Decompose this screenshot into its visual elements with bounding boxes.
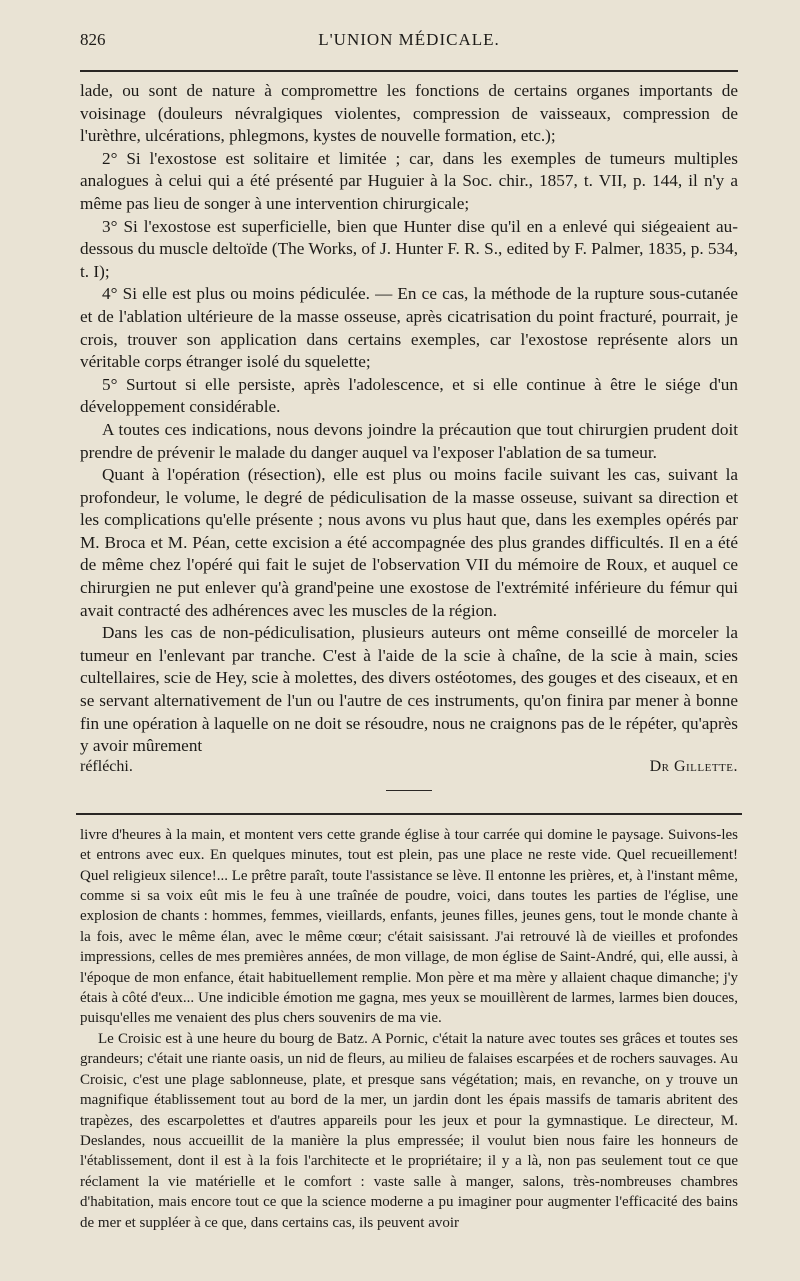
- article-paragraph: Quant à l'opération (résection), elle est plus ou moins facile suivant les cas, suivant la profondeur, le volume, le degré de pédiculisation de la masse osseuse, suivant sa direction et les complications qu'elle présente ; nous avons vu plus haut que, dans les exemples opérés par M. Broca et M. Péan, cette excision a été accompagnée des plus grandes difficultés. Il en a été de même chez l'opéré qui fait le sujet de l'observation VII du mémoire de Roux, et auquel ce chirurgien ne put enlever qu'à grand'peine une exostose de l'extrémité inférieure du fémur qui avait contracté des adhérences avec les muscles de la région.: [80, 465, 738, 620]
- article-paragraph-end: réfléchi.: [80, 757, 133, 775]
- page-number: 826: [80, 30, 106, 49]
- feuilleton-paragraph: Le Croisic est à une heure du bourg de Batz. A Pornic, c'était la nature avec toutes ses grâces et toutes ses grandeurs; c'était une riante oasis, un nid de fleurs, au milieu de falaises escarpées et de rochers sauvages. Au Croisic, c'est une plage sablonneuse, plate, et presque sans végétation; mais, en revanche, on y trouve un magnifique établissement tout au bord de la mer, un jardin dont les épais massifs de tamaris abritent des trapèzes, des escarpolettes et d'autres appareils pour les jeux et pour la gymnastique. Le directeur, M. Deslandes, nous accueillit de la manière la plus empressée; il voulut bien nous faire les honneurs de l'établissement, dont il est à la fois l'architecte et le propriétaire; il y a là, non pas seulement tout ce que réclament la vie matérielle et le comfort : vaste salle à manger, salons, très-nombreuses chambres d'habitation, mais encore tout ce que la science moderne a pu imaginer pour augmenter l'efficacité des bains de mer et suppléer à ce que, dans certains cas, ils peuvent avoir: [80, 1030, 738, 1231]
- article-paragraph: 4° Si elle est plus ou moins pédiculée. — En ce cas, la méthode de la rupture sous-cutanée et de l'ablation ultérieure de la masse osseuse, après cicatrisation du point fracturé, pourrait, je crois, trouver son application dans certains exemples, car l'exostose représente alors un véritable corps étranger isolé du squelette;: [80, 284, 738, 372]
- article-paragraph: 3° Si l'exostose est superficielle, bien que Hunter dise qu'il en a enlevé qui siégeaient au-dessous du muscle deltoïde (The Works, of J. Hunter F. R. S., edited by F. Palmer, 1835, p. 534, t. I);: [80, 216, 738, 281]
- feuilleton-divider: [76, 813, 742, 815]
- journal-title: L'UNION MÉDICALE.: [318, 30, 500, 49]
- article-paragraph: A toutes ces indications, nous devons joindre la précaution que tout chirurgien prudent doit prendre de prévenir le malade du danger auquel va l'exposer l'ablation de sa tumeur.: [80, 419, 738, 462]
- short-rule-divider: [386, 790, 432, 791]
- main-article: [80, 80, 738, 776]
- article-paragraph: 2° Si l'exostose est solitaire et limitée ; car, dans les exemples de tumeurs multiples analogues à celui qui a été présenté par Huguier à la Soc. chir., 1857, t. VII, p. 144, il n'y a même pas lieu de songer à une intervention chirurgicale;: [80, 148, 738, 213]
- feuilleton-section: [80, 825, 738, 1233]
- closing-line: [80, 758, 738, 776]
- article-paragraph: lade, ou sont de nature à compromettre les fonctions de certains organes importants de voisinage (douleurs névralgiques violentes, compression de vaisseaux, compression de l'urèthre, ulcérations, phlegmons, kystes de nouvelle formation, etc.);: [80, 81, 738, 146]
- feuilleton-paragraph: livre d'heures à la main, et montent vers cette grande église à tour carrée qui domine le paysage. Suivons-les et entrons avec eux. En quelques minutes, tout est plein, pas une place ne reste vide. Quel recueillement! Quel religieux silence!... Le prêtre paraît, toute l'assistance se lève. Il entonne les prières, et, à l'instant même, comme si sa voix eût mis le feu à une traînée de poudre, voici, dans toutes les parties de l'église, une explosion de chants : hommes, femmes, vieillards, enfants, jeunes filles, jeunes gens, tout le monde chante à la fois, avec le même élan, avec le même cœur; c'était saisissant. J'ai retrouvé là de vieilles et profondes impressions, celles de mes premières années, de mon village, de mon église de Saint-André, qui, elle aussi, à l'époque de mon enfance, était habituellement remplie. Mon père et ma mère y allaient chaque dimanche; j'y étais à côté d'eux... Une indicible émotion me gagna, mes yeux se mouillèrent de larmes, larmes bien douces, puisqu'elles me venaient des plus chers souvenirs de ma vie.: [80, 826, 738, 1027]
- article-paragraph: Dans les cas de non-pédiculisation, plusieurs auteurs ont même conseillé de morceler la tumeur en l'enlevant par tranche. C'est à l'aide de la scie à chaîne, de la scie à main, scies cultellaires, scie de Hey, scie à molettes, des divers ostéotomes, des gouges et des ciseaux, et en se servant alternativement de l'un ou l'autre de ces instruments, qu'on finira par mener à bonne fin une opération à laquelle on ne doit se résoudre, nous ne craignons pas de le répéter, qu'après y avoir mûrement: [80, 623, 739, 756]
- running-header: [80, 30, 738, 72]
- author-signature: Dr Gillette.: [649, 757, 738, 775]
- article-paragraph: 5° Surtout si elle persiste, après l'adolescence, et si elle continue à être le siége d'un développement considérable.: [80, 374, 738, 417]
